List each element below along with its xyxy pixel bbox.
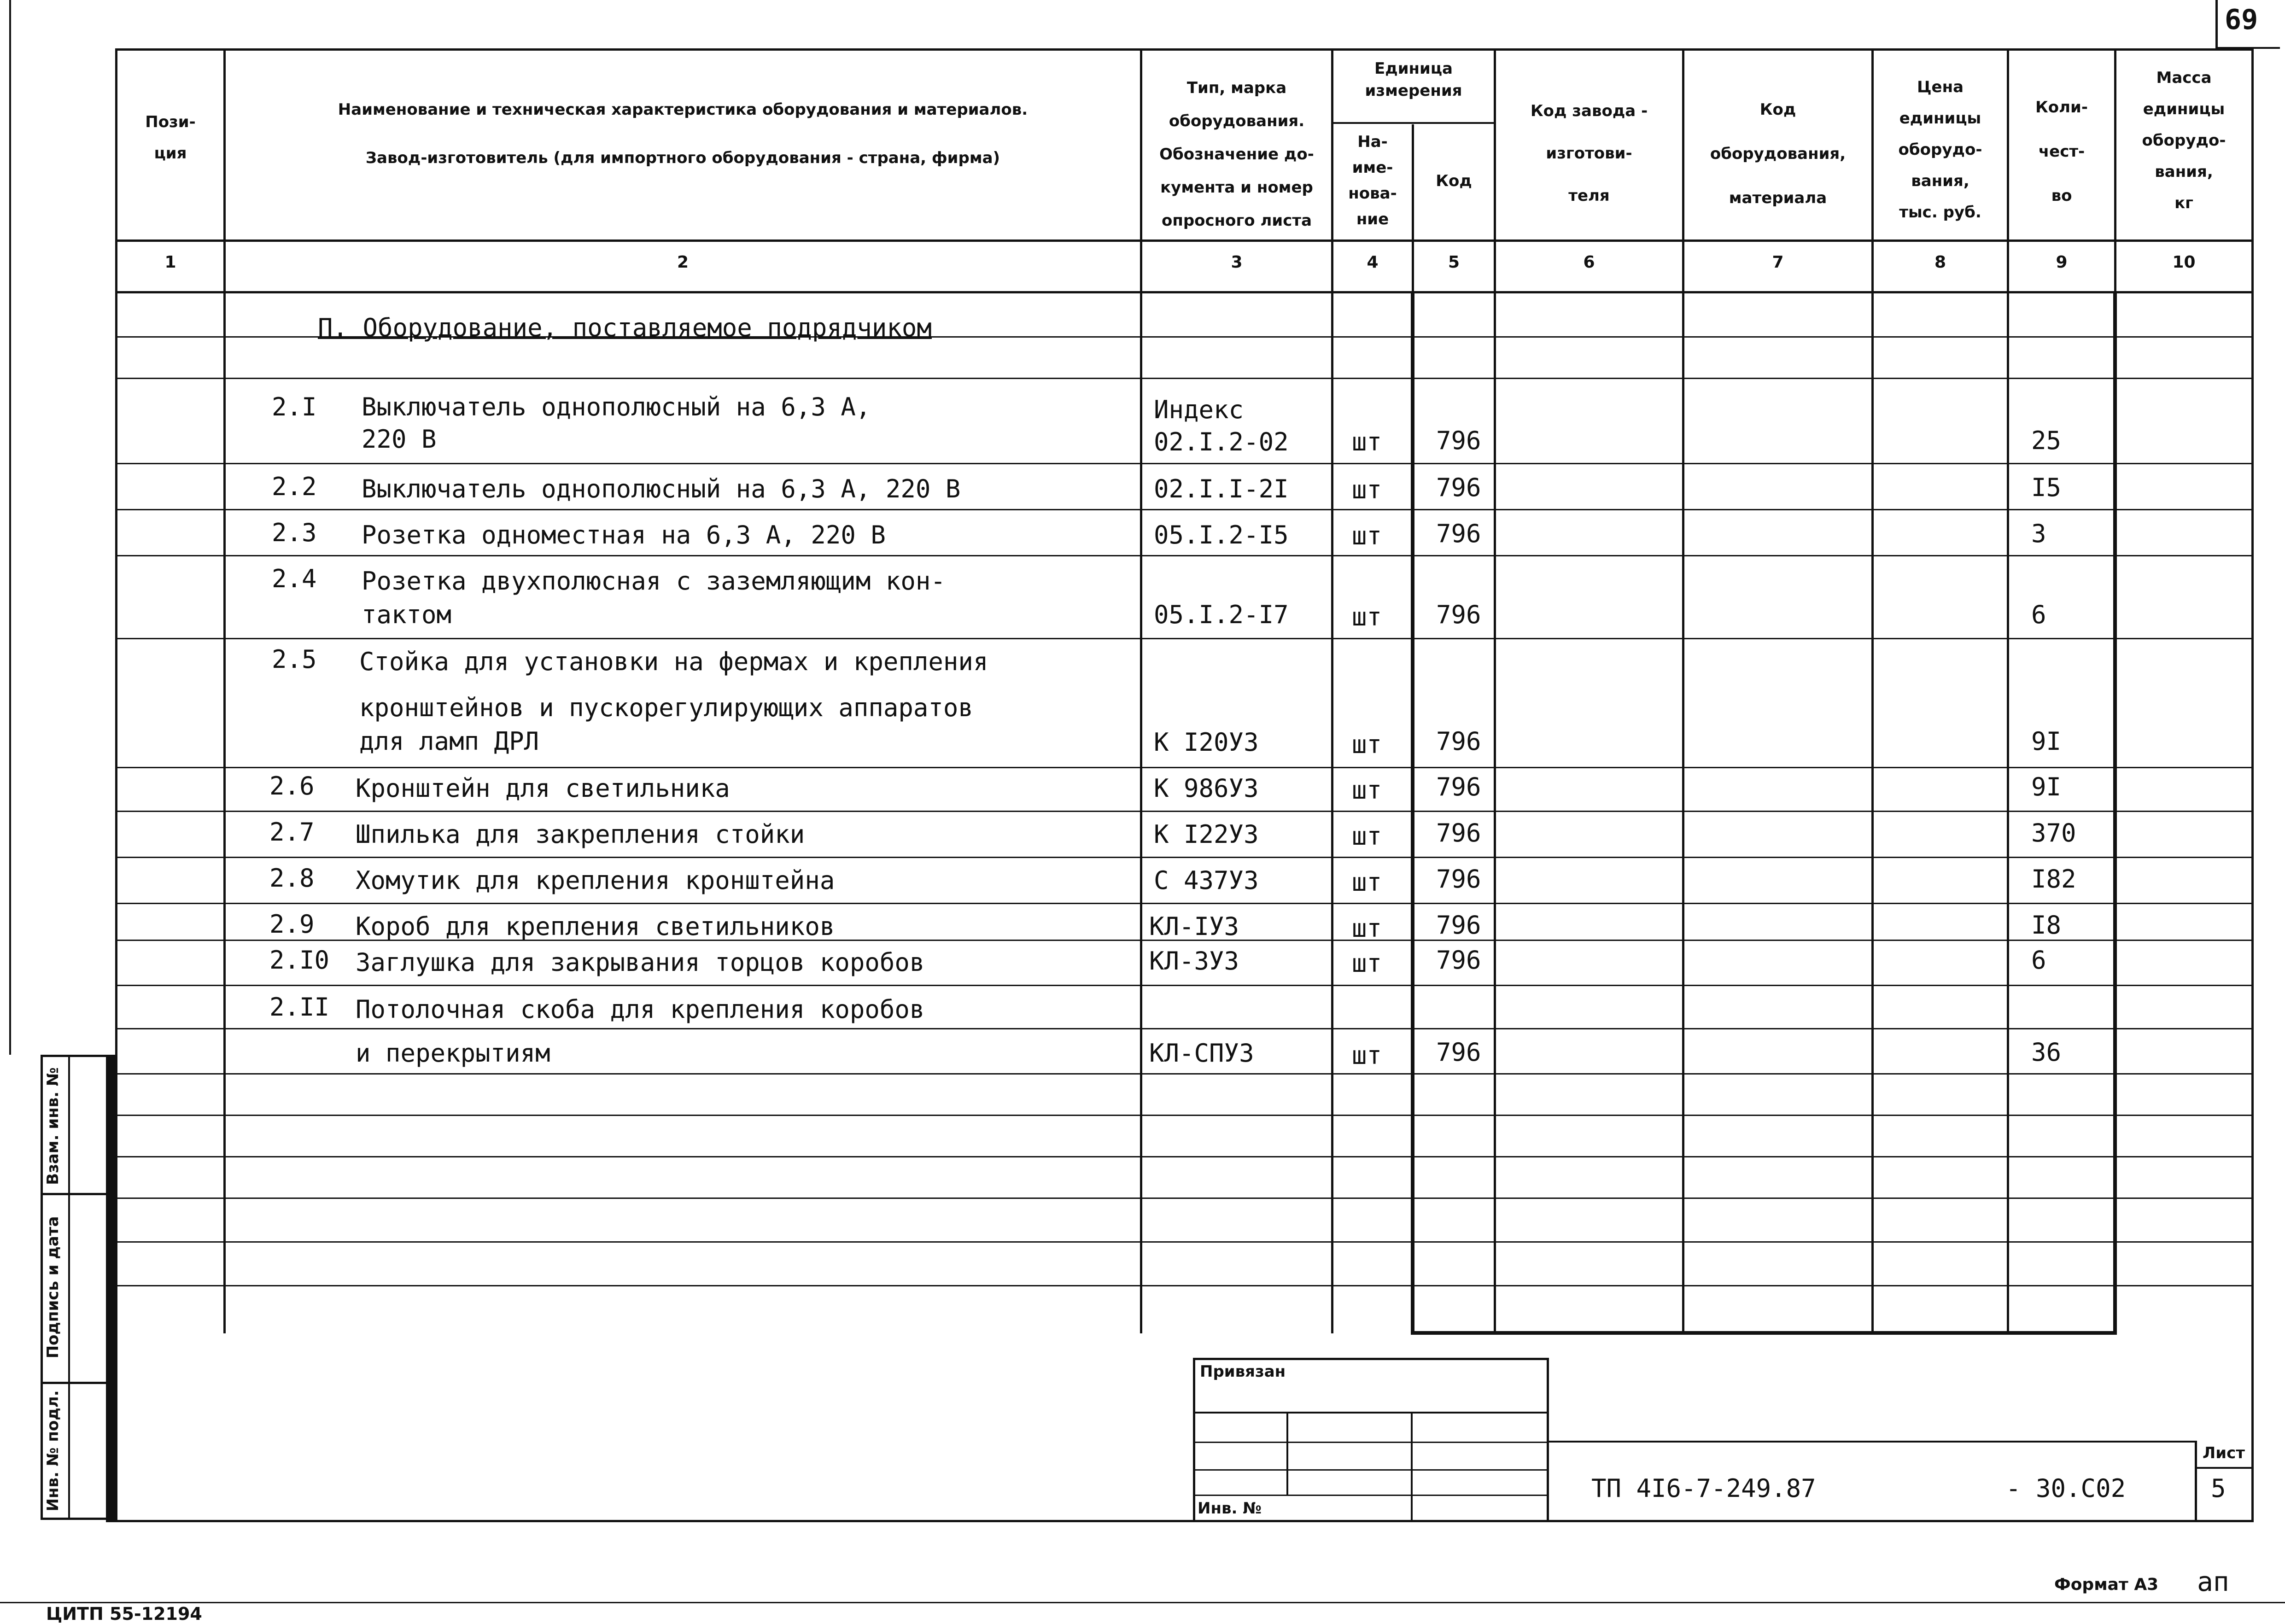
- row-name: Стойка для установки на фермах и крепления: [359, 647, 988, 676]
- page-number-border: [2215, 0, 2218, 48]
- row-type: 05.I.2-I7: [1154, 600, 1289, 629]
- stamp-border-left: [41, 1055, 43, 1520]
- row-pos: 2.I0: [269, 946, 330, 975]
- table-left-border: [115, 48, 117, 1059]
- col-number-5: 5: [1448, 253, 1460, 272]
- privyazan-vline: [1411, 1413, 1413, 1521]
- header-col10: Масса единицы оборудо- вания, кг: [2142, 69, 2226, 212]
- row-name: кронштейнов и пускорегулирующих аппаратов: [359, 693, 973, 722]
- header-col4: На- име- нова- ние: [1348, 133, 1397, 228]
- row-qty: I8: [2031, 911, 2062, 940]
- row-type: С 437УЗ: [1154, 866, 1259, 895]
- stamp-inv-label: Инв. № подл.: [44, 1390, 62, 1512]
- row-name: тактом: [362, 600, 452, 629]
- row-divider: [115, 638, 2252, 639]
- row-name: Выключатель однополюсный на 6,3 А, 220 В: [362, 474, 961, 503]
- row-qty: I82: [2031, 865, 2076, 894]
- col-divider-8: [2007, 48, 2009, 1333]
- row-divider: [115, 1241, 2252, 1243]
- row-code: 796: [1436, 727, 1481, 756]
- row-code: 796: [1436, 911, 1481, 940]
- row-divider: [115, 1115, 2252, 1116]
- row-name: для ламп ДРЛ: [359, 727, 539, 756]
- row-type: 05.I.2-I5: [1154, 520, 1289, 549]
- row-type: К 986УЗ: [1154, 774, 1259, 803]
- row-name: Кронштейн для светильника: [356, 774, 730, 803]
- row-code: 796: [1436, 946, 1481, 975]
- row-name: Розетка одноместная на 6,3 А, 220 В: [362, 520, 886, 549]
- header-col3: Тип, марка оборудования. Обозначение до- кумента и номер опросного листа: [1159, 79, 1314, 230]
- row-type: К I22УЗ: [1154, 820, 1259, 849]
- col-number-9: 9: [2056, 253, 2068, 272]
- row-pos: 2.6: [269, 771, 315, 800]
- col-divider-6: [1682, 48, 1684, 1333]
- header-col1-line2: ция: [154, 144, 187, 163]
- privyazan-line: [1193, 1412, 1549, 1414]
- sheet-number: 5: [2211, 1474, 2226, 1503]
- header-col2-line2: Завод-изготовитель (для импортного оборудования - страна, фирма): [365, 149, 1000, 167]
- row-pos: 2.4: [272, 564, 317, 593]
- row-unit: шт: [1352, 1041, 1382, 1070]
- table-left-border-lower: [106, 1055, 117, 1520]
- sheet-box-divider: [2195, 1467, 2254, 1469]
- page-bottom-border: [106, 1520, 2254, 1522]
- privyazan-label: Привязан: [1200, 1362, 1286, 1381]
- privyazan-left: [1193, 1358, 1195, 1521]
- row-qty: 3: [2031, 519, 2046, 548]
- col-number-8: 8: [1934, 253, 1946, 272]
- row-divider: [115, 903, 2252, 904]
- row-divider: [115, 1198, 2252, 1199]
- doc-code-top: [1547, 1441, 2196, 1443]
- section-title: П. Оборудование, поставляемое подрядчиком: [318, 313, 932, 342]
- row-name: Розетка двухполюсная с заземляющим кон-: [362, 567, 946, 596]
- row-pos: 2.8: [269, 864, 315, 893]
- col-divider-1: [223, 48, 226, 1333]
- row-divider: [115, 811, 2252, 812]
- row-divider: [115, 1028, 2252, 1029]
- row-pos: 2.II: [269, 993, 330, 1022]
- privyazan-top: [1193, 1358, 1549, 1360]
- stamp-vzam-label: Взам. инв. №: [44, 1067, 62, 1185]
- row-name: Хомутик для крепления кронштейна: [356, 866, 835, 895]
- row-unit: шт: [1352, 475, 1382, 504]
- privyazan-line: [1193, 1495, 1549, 1496]
- header-col8: Цена единицы оборудо- вания, тыс. руб.: [1898, 78, 1982, 222]
- row-name: Шпилька для закрепления стойки: [356, 820, 805, 849]
- row-qty: I5: [2031, 473, 2062, 502]
- privyazan-vline: [1286, 1413, 1288, 1496]
- row-pos: 2.9: [269, 910, 315, 939]
- row-qty: 370: [2031, 818, 2076, 847]
- thick-block-right: [2113, 293, 2117, 1333]
- row-code: 796: [1436, 473, 1481, 502]
- format-label: Формат А3: [2054, 1575, 2159, 1594]
- doc-code-suffix: - 30.C02: [2006, 1474, 2126, 1503]
- binding-line: [9, 0, 11, 1055]
- thick-block-left: [1411, 293, 1414, 1333]
- row-code: 796: [1436, 1038, 1481, 1067]
- row-type: 02.I.2-02: [1154, 427, 1289, 456]
- header-unit-group: Единица измерения: [1365, 59, 1462, 100]
- col-number-7: 7: [1772, 253, 1784, 272]
- row-name: Короб для крепления светильников: [356, 912, 835, 941]
- format-mark: ап: [2197, 1566, 2229, 1597]
- row-name: Выключатель однополюсный на 6,3 А,: [362, 392, 871, 421]
- col-number-1: 1: [164, 253, 176, 272]
- row-divider: [115, 555, 2252, 556]
- row-name: Потолочная скоба для крепления коробов: [356, 995, 925, 1024]
- colnum-bottom-border: [115, 291, 2252, 293]
- row-pos: 2.5: [272, 645, 317, 674]
- row-pos: 2.3: [272, 518, 317, 547]
- row-qty: 6: [2031, 946, 2046, 975]
- sheet-label: Лист: [2203, 1444, 2245, 1462]
- privyazan-right: [1547, 1358, 1549, 1521]
- page-number: 69: [2225, 4, 2258, 36]
- privyazan-line: [1193, 1442, 1549, 1443]
- row-divider: [115, 378, 2252, 379]
- thick-block-bottom: [1411, 1331, 2117, 1335]
- row-divider: [115, 767, 2252, 768]
- stamp-podpis-label: Подпись и дата: [44, 1216, 62, 1359]
- row-qty: 6: [2031, 600, 2046, 629]
- row-divider: [115, 1156, 2252, 1157]
- header-col5: Код: [1436, 172, 1472, 190]
- row-divider: [115, 463, 2252, 464]
- row-code: 796: [1436, 426, 1481, 455]
- row-unit: шт: [1352, 949, 1382, 978]
- row-code: 796: [1436, 519, 1481, 548]
- row-qty: 9I: [2031, 727, 2062, 756]
- col-divider-2: [1140, 48, 1142, 1333]
- row-unit: шт: [1352, 602, 1382, 631]
- row-unit: шт: [1352, 914, 1382, 943]
- row-type: КЛ-ЗУЗ: [1149, 946, 1239, 976]
- row-divider: [115, 857, 2252, 858]
- col-divider-7: [1871, 48, 1874, 1333]
- row-type: К I20УЗ: [1154, 728, 1259, 757]
- row-unit: шт: [1352, 822, 1382, 851]
- table-top-border: [115, 48, 2252, 51]
- row-code: 796: [1436, 865, 1481, 894]
- row-divider: [115, 1073, 2252, 1075]
- row-type: КЛ-IУЗ: [1149, 912, 1239, 941]
- inv-no-label: Инв. №: [1198, 1499, 1262, 1518]
- row-type: КЛ-СПУЗ: [1149, 1039, 1254, 1068]
- footer-line: [0, 1602, 2285, 1603]
- row-pos: 2.7: [269, 818, 315, 847]
- col-divider-3: [1331, 48, 1333, 1333]
- row-qty: 25: [2031, 426, 2062, 455]
- row-unit: шт: [1352, 776, 1382, 805]
- row-name: и перекрытиям: [356, 1039, 550, 1068]
- row-code: 796: [1436, 818, 1481, 847]
- row-divider: [115, 509, 2252, 510]
- col-number-6: 6: [1583, 253, 1595, 272]
- header-col6: Код завода - изготови- теля: [1530, 102, 1648, 205]
- footer-code: ЦИТП 55-12194: [46, 1604, 202, 1624]
- row-unit: шт: [1352, 521, 1382, 550]
- row-unit: шт: [1352, 868, 1382, 897]
- row-unit: шт: [1352, 730, 1382, 759]
- privyazan-line: [1193, 1469, 1549, 1471]
- row-pos: 2.2: [272, 472, 317, 501]
- stamp-inner-line: [68, 1055, 70, 1520]
- header-bottom-border: [115, 240, 2252, 242]
- unit-group-divider: [1331, 122, 1495, 124]
- header-col9: Коли- чест- во: [2035, 98, 2088, 205]
- row-code: 796: [1436, 772, 1481, 801]
- col-divider-5: [1494, 48, 1496, 1333]
- row-unit: шт: [1352, 427, 1382, 456]
- row-qty: 36: [2031, 1038, 2062, 1067]
- row-type: Индекс: [1154, 395, 1244, 424]
- row-type: 02.I.I-2I: [1154, 474, 1289, 503]
- sheet-box-left: [2195, 1441, 2197, 1521]
- row-qty: 9I: [2031, 772, 2062, 801]
- row-divider: [115, 1285, 2252, 1286]
- header-col1: Пози-: [145, 113, 196, 131]
- row-code: 796: [1436, 600, 1481, 629]
- header-col2-line1: Наименование и техническая характеристика оборудования и материалов.: [338, 100, 1028, 119]
- row-divider: [115, 985, 2252, 986]
- col-number-4: 4: [1367, 253, 1379, 272]
- col-number-10: 10: [2172, 253, 2196, 272]
- row-pos: 2.I: [272, 392, 317, 421]
- table-right-border: [2251, 48, 2254, 1522]
- row-name: Заглушка для закрывания торцов коробов: [356, 948, 925, 977]
- col-number-3: 3: [1231, 253, 1243, 272]
- doc-code: ТП 4I6-7-249.87: [1591, 1474, 1816, 1503]
- row-name: 220 В: [362, 425, 437, 454]
- header-col7: Код оборудования, материала: [1710, 100, 1846, 207]
- col-number-2: 2: [677, 253, 689, 272]
